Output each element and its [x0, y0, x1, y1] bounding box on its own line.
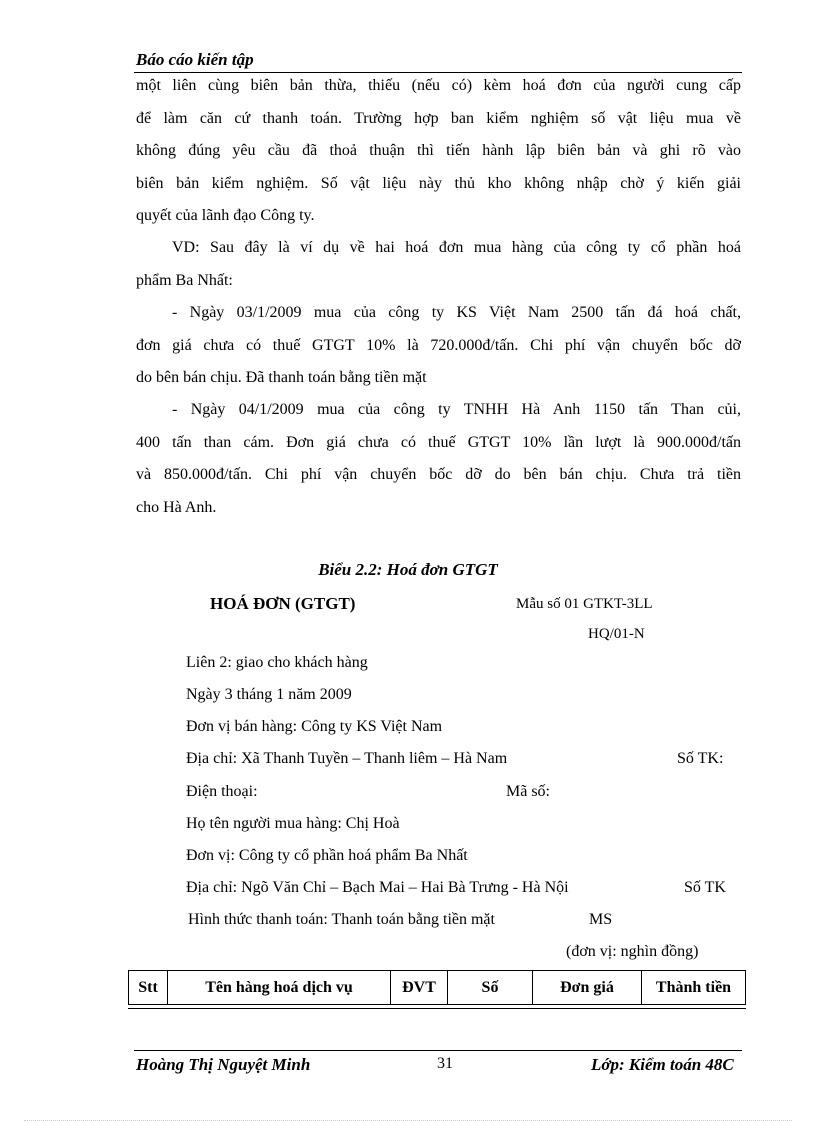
text-line: 400 tấn than cám. Đơn giá chưa có thuế GTGT 10% lần lượt là 900.000đ/tấn [136, 433, 741, 451]
text-line: một liên cùng biên bản thừa, thiếu (nếu có) kèm hoá đơn của người cung cấp [136, 77, 741, 94]
table-header-cell: Thành tiền [642, 971, 746, 1005]
text-line: VD: Sau đây là ví dụ về hai hoá đơn mua hàng của công ty cổ phần hoá [172, 239, 741, 256]
text-line: - Ngày 04/1/2009 mua của công ty TNHH Hà Anh 1150 tấn Than củi, [172, 401, 741, 418]
seller-address: Địa chỉ: Xã Thanh Tuyền – Thanh liêm – Hà Nam [186, 750, 508, 767]
buyer-address: Địa chỉ: Ngõ Văn Chỉ – Bạch Mai – Hai Bà Trưng - Hà Nội [186, 879, 569, 896]
seller-phone: Điện thoại: [186, 783, 258, 800]
text-line: đơn giá chưa có thuế GTGT 10% là 720.000đ/tấn. Chi phí vận chuyển bốc dỡ [136, 336, 741, 354]
purchase-item-2 [136, 394, 741, 524]
text-line: - Ngày 03/1/2009 mua của công ty KS Việt Nam 2500 tấn đá hoá chất, [172, 304, 741, 321]
seller-tax-code: Mã số: [506, 783, 550, 800]
text-line: và 850.000đ/tấn. Chi phí vận chuyển bốc dỡ do bên bán chịu. Chưa trả tiền [136, 466, 741, 483]
intro-paragraph [136, 70, 741, 233]
invoice-date: Ngày 3 tháng 1 năm 2009 [186, 686, 352, 703]
footer-author: Hoàng Thị Nguyệt Minh [136, 1055, 311, 1074]
table-header-cell: Stt [129, 971, 168, 1005]
seller-name: Đơn vị bán hàng: Công ty KS Việt Nam [186, 718, 443, 735]
text-line: cho Hà Anh. [136, 498, 217, 516]
page-number: 31 [437, 1055, 453, 1072]
invoice-copy: Liên 2: giao cho khách hàng [186, 654, 368, 671]
purchase-item-1 [136, 297, 741, 395]
table-header-cell: Đơn giá [533, 971, 642, 1005]
text-line: quyết của lãnh đạo Công ty. [136, 207, 315, 224]
buyer-ms: MS [589, 911, 613, 928]
table-header-row [129, 971, 746, 1005]
invoice-form-number: Mẫu số 01 GTKT-3LL [516, 596, 653, 612]
text-line: để làm căn cứ thanh toán. Trường hợp ban kiểm nghiệm số vật liệu mua về [136, 109, 741, 127]
buyer-account: Số TK [684, 879, 726, 896]
invoice-items-table [128, 970, 746, 1005]
page-edge [24, 1120, 792, 1121]
unit-note: (đơn vị: nghìn đồng) [566, 943, 699, 960]
footer-class: Lớp: Kiểm toán 48C [591, 1055, 734, 1074]
table-header-cell: Tên hàng hoá dịch vụ [168, 971, 391, 1005]
table-header-cell: Số [448, 971, 533, 1005]
table-header-cell: ĐVT [391, 971, 448, 1005]
header-title: Báo cáo kiến tập [136, 50, 254, 69]
footer-divider [134, 1050, 742, 1051]
invoice-series: HQ/01-N [588, 626, 645, 642]
table-double-rule [128, 1004, 746, 1009]
buyer-name: Họ tên người mua hàng: Chị Hoà [186, 815, 400, 832]
figure-caption: Biểu 2.2: Hoá đơn GTGT [318, 560, 498, 579]
text-line: do bên bán chịu. Đã thanh toán bằng tiền mặt [136, 369, 427, 386]
example-paragraph [136, 232, 741, 297]
payment-method: Hình thức thanh toán: Thanh toán bằng tiền mặt [188, 911, 495, 928]
text-line: phẩm Ba Nhất: [136, 271, 233, 289]
buyer-unit: Đơn vị: Công ty cổ phần hoá phẩm Ba Nhất [186, 847, 468, 864]
text-line: không đúng yêu cầu đã thoả thuận thì tiến hành lập biên bản và ghi rõ vào [136, 142, 741, 159]
text-line: biên bản kiểm nghiệm. Số vật liệu này thủ kho không nhập chờ ý kiến giải [136, 174, 741, 192]
invoice-title: HOÁ ĐƠN (GTGT) [210, 594, 356, 613]
seller-account: Số TK: [677, 750, 724, 767]
